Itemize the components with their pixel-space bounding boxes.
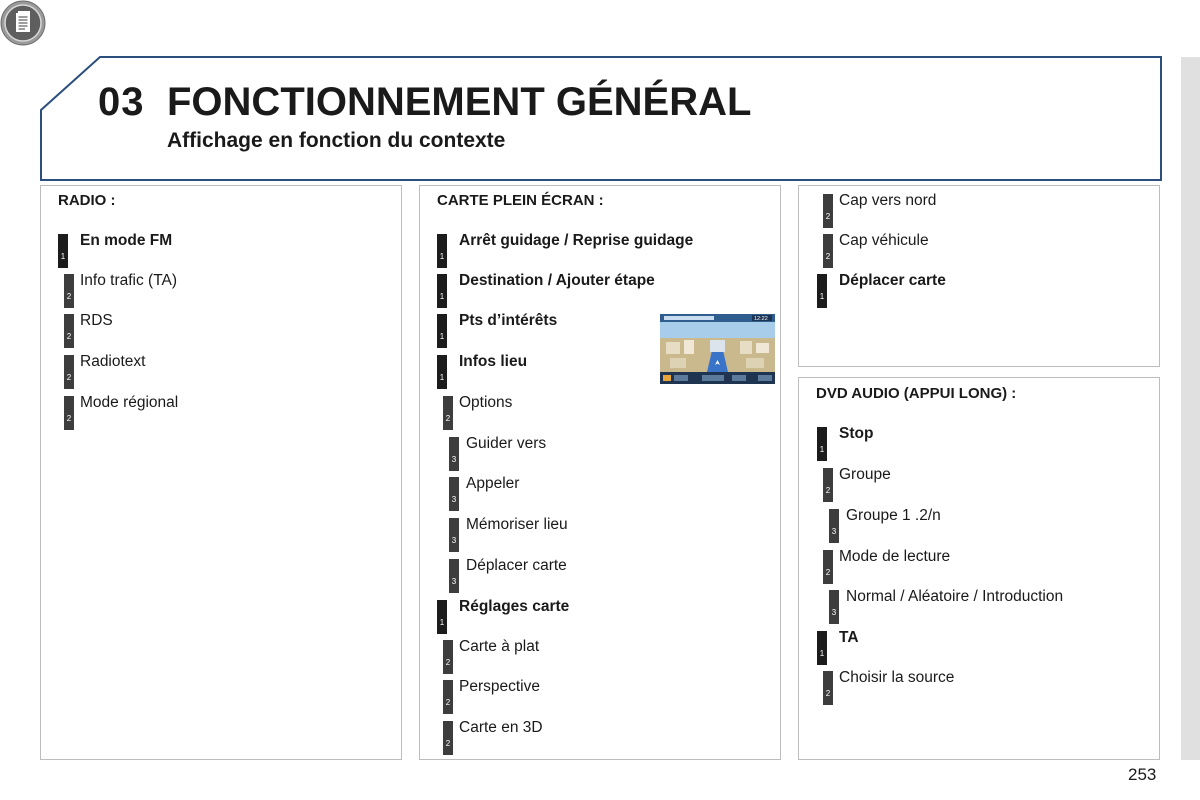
menu-item-label: Mémoriser lieu — [466, 516, 568, 533]
level-badge: 2 — [443, 396, 453, 430]
menu-item-label: Mode régional — [80, 394, 179, 411]
menu-item-label: Carte à plat — [459, 638, 540, 655]
level-badge: 2 — [64, 274, 74, 308]
level-badge: 1 — [437, 314, 447, 348]
menu-item-label: Déplacer carte — [839, 272, 946, 289]
menu-item-label: Normal / Aléatoire / Introduction — [846, 588, 1064, 605]
menu-item-label: Groupe — [839, 466, 891, 483]
map-3d-thumbnail — [660, 314, 775, 384]
level-badge: 2 — [443, 640, 453, 674]
level-badge: 1 — [437, 274, 447, 308]
menu-item-label: Appeler — [466, 475, 520, 492]
page-edge-stripe — [1181, 57, 1200, 760]
menu-item-label: Infos lieu — [459, 353, 528, 370]
carte-panel-title: CARTE PLEIN ÉCRAN : — [437, 192, 604, 209]
chapter-title: FONCTIONNEMENT GÉNÉRAL — [167, 80, 752, 124]
level-badge: 3 — [449, 518, 459, 552]
menu-item-label: Destination / Ajouter étape — [459, 272, 655, 289]
map-clock: 12:22 — [754, 316, 768, 323]
level-badge: 1 — [437, 234, 447, 268]
menu-item-label: Choisir la source — [839, 669, 955, 686]
level-badge: 2 — [443, 680, 453, 714]
menu-item-label: Arrêt guidage / Reprise guidage — [459, 232, 694, 249]
level-badge: 1 — [817, 631, 827, 665]
level-badge: 2 — [64, 355, 74, 389]
chapter-number: 03 — [98, 80, 145, 124]
level-badge: 2 — [823, 671, 833, 705]
menu-item-label: Groupe 1 .2/n — [846, 507, 941, 524]
level-badge: 3 — [449, 559, 459, 593]
menu-item-label: Cap vers nord — [839, 192, 937, 209]
menu-item-label: Carte en 3D — [459, 719, 543, 736]
menu-item-label: Stop — [839, 425, 874, 442]
level-badge: 2 — [64, 314, 74, 348]
menu-item-label: Pts d’intérêts — [459, 312, 558, 329]
level-badge: 2 — [823, 550, 833, 584]
section-subtitle: Affichage en fonction du contexte — [167, 129, 506, 152]
level-badge: 3 — [449, 437, 459, 471]
level-badge: 2 — [823, 468, 833, 502]
level-badge: 2 — [823, 234, 833, 268]
chapter-header — [0, 0, 1200, 190]
level-badge: 2 — [64, 396, 74, 430]
menu-item-label: Perspective — [459, 678, 540, 695]
level-badge: 3 — [829, 590, 839, 624]
dvd-audio-panel-title: DVD AUDIO (APPUI LONG) : — [816, 385, 1017, 402]
menu-item-label: Info trafic (TA) — [80, 272, 178, 289]
level-badge: 2 — [823, 194, 833, 228]
level-badge: 1 — [437, 600, 447, 634]
page-number: 253 — [1128, 765, 1157, 784]
level-badge: 2 — [443, 721, 453, 755]
menu-item-label: Mode de lecture — [839, 548, 951, 565]
menu-item-label: TA — [839, 629, 859, 646]
menu-item-label: En mode FM — [80, 232, 173, 249]
menu-item-label: Déplacer carte — [466, 557, 567, 574]
menu-item-label: Radiotext — [80, 353, 146, 370]
menu-item-label: RDS — [80, 312, 113, 329]
menu-item-label: Cap véhicule — [839, 232, 929, 249]
book-icon — [0, 0, 46, 46]
level-badge: 3 — [829, 509, 839, 543]
level-badge: 1 — [58, 234, 68, 268]
level-badge: 1 — [437, 355, 447, 389]
level-badge: 3 — [449, 477, 459, 511]
menu-item-label: Guider vers — [466, 435, 547, 452]
menu-item-label: Options — [459, 394, 513, 411]
menu-item-label: Réglages carte — [459, 598, 570, 615]
radio-panel-title: RADIO : — [58, 192, 116, 209]
level-badge: 1 — [817, 427, 827, 461]
level-badge: 1 — [817, 274, 827, 308]
